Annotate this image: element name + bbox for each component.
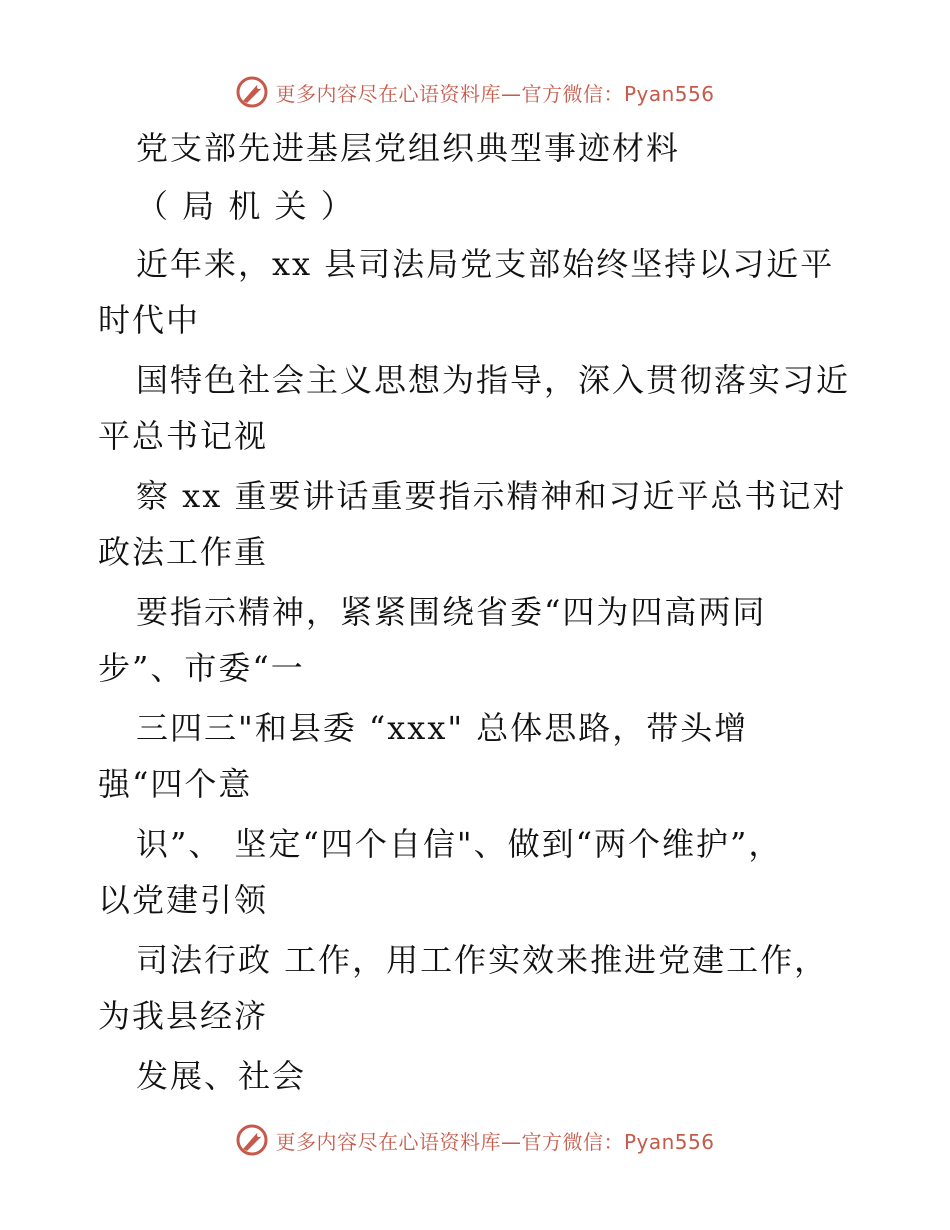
paragraph-line: 平总书记视 (98, 417, 269, 455)
paragraph-line: 时代中 (98, 301, 201, 339)
paragraph-line: 步”、市委“一 (98, 649, 305, 687)
paragraph-line: 政法工作重 (98, 533, 269, 571)
watermark-text: 更多内容尽在心语资料库—官方微信：Pyan556 (275, 81, 715, 106)
paragraph-line: 三四三"和县委 “xxx" 总体思路，带头增 (136, 709, 749, 747)
document-subtitle: （ 局 机 关 ） (136, 187, 355, 225)
paragraph-line: 以党建引领 (98, 881, 269, 919)
watermark-text: 更多内容尽在心语资料库—官方微信：Pyan556 (275, 1129, 715, 1154)
document-title: 党支部先进基层党组织典型事迹材料 (136, 129, 681, 167)
paragraph-line: 司法行政 工作，用工作实效来推进党建工作， (136, 941, 829, 979)
paragraph-line: 国特色社会主义思想为指导，深入贯彻落实习近 (136, 361, 851, 399)
footer-watermark (0, 1118, 950, 1162)
paragraph-line: 要指示精神，紧紧围绕省委“四为四高两同 (136, 593, 767, 631)
paragraph-line: 识”、 坚定“四个自信"、做到“两个维护”， (136, 825, 783, 863)
paragraph-line: 强“四个意 (98, 765, 253, 803)
pen-nib-logo-icon (235, 1123, 269, 1157)
paragraph-line: 察 xx 重要讲话重要指示精神和习近平总书记对 (136, 477, 847, 515)
paragraph-line: 发展、社会 (136, 1057, 307, 1095)
paragraph-line: 近年来，xx 县司法局党支部始终坚持以习近平 (136, 245, 835, 283)
paragraph-line: 为我县经济 (98, 997, 269, 1035)
